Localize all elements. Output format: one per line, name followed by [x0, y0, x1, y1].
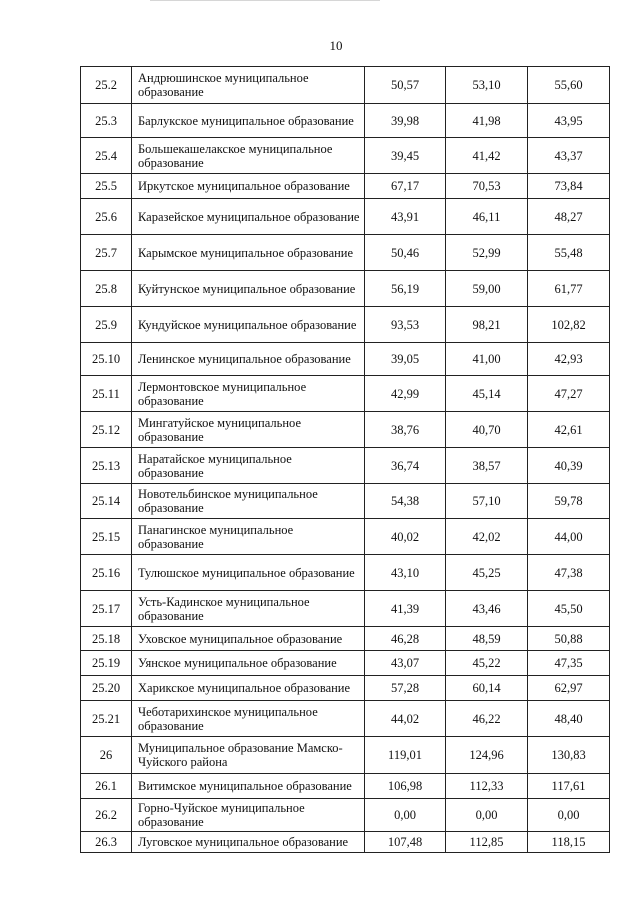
table-row [81, 199, 610, 235]
value-cell-3: 50,88 [528, 627, 610, 651]
municipality-name-cell: Усть-Кадинское муниципальное образование [132, 591, 365, 627]
municipality-name-cell: Мингатуйское муниципальное образование [132, 412, 365, 448]
value-cell-3: 48,27 [528, 199, 610, 235]
table-row [81, 701, 610, 737]
value-cell-3: 42,93 [528, 343, 610, 376]
row-number-cell: 25.18 [81, 627, 132, 651]
municipality-name-cell: Панагинское муниципальное образование [132, 519, 365, 555]
row-number-cell: 25.15 [81, 519, 132, 555]
value-cell-2: 60,14 [446, 676, 528, 701]
value-cell-2: 98,21 [446, 307, 528, 343]
row-number-cell: 25.17 [81, 591, 132, 627]
row-number-cell: 26.3 [81, 832, 132, 853]
value-cell-1: 44,02 [365, 701, 446, 737]
municipality-name-cell: Уянское муниципальное образование [132, 651, 365, 676]
value-cell-3: 62,97 [528, 676, 610, 701]
value-cell-2: 45,22 [446, 651, 528, 676]
table-row [81, 651, 610, 676]
value-cell-2: 41,42 [446, 138, 528, 174]
value-cell-2: 112,85 [446, 832, 528, 853]
value-cell-3: 47,38 [528, 555, 610, 591]
table-row [81, 376, 610, 412]
table-row [81, 448, 610, 484]
table-row [81, 591, 610, 627]
value-cell-3: 47,27 [528, 376, 610, 412]
municipality-name-cell: Андрюшинское муниципальное образование [132, 67, 365, 104]
value-cell-1: 54,38 [365, 484, 446, 519]
value-cell-2: 41,98 [446, 104, 528, 138]
row-number-cell: 25.16 [81, 555, 132, 591]
value-cell-1: 42,99 [365, 376, 446, 412]
row-number-cell: 25.4 [81, 138, 132, 174]
value-cell-2: 45,14 [446, 376, 528, 412]
municipality-name-cell: Барлукское муниципальное образование [132, 104, 365, 138]
value-cell-3: 61,77 [528, 271, 610, 307]
row-number-cell: 25.11 [81, 376, 132, 412]
row-number-cell: 25.10 [81, 343, 132, 376]
row-number-cell: 25.19 [81, 651, 132, 676]
value-cell-1: 56,19 [365, 271, 446, 307]
municipality-name-cell: Витимское муниципальное образование [132, 774, 365, 799]
municipality-name-cell: Муниципальное образование Мамско-Чуйского района [132, 737, 365, 774]
data-table [80, 66, 610, 853]
value-cell-3: 47,35 [528, 651, 610, 676]
value-cell-3: 55,60 [528, 67, 610, 104]
row-number-cell: 25.2 [81, 67, 132, 104]
value-cell-1: 50,46 [365, 235, 446, 271]
value-cell-1: 43,10 [365, 555, 446, 591]
value-cell-3: 45,50 [528, 591, 610, 627]
value-cell-1: 39,98 [365, 104, 446, 138]
value-cell-1: 43,91 [365, 199, 446, 235]
value-cell-1: 0,00 [365, 799, 446, 832]
value-cell-3: 0,00 [528, 799, 610, 832]
table-row [81, 555, 610, 591]
municipality-name-cell: Горно-Чуйское муниципальное образование [132, 799, 365, 832]
value-cell-1: 106,98 [365, 774, 446, 799]
value-cell-1: 39,05 [365, 343, 446, 376]
row-number-cell: 25.3 [81, 104, 132, 138]
value-cell-3: 130,83 [528, 737, 610, 774]
value-cell-1: 93,53 [365, 307, 446, 343]
municipality-name-cell: Ленинское муниципальное образование [132, 343, 365, 376]
municipality-name-cell: Харикское муниципальное образование [132, 676, 365, 701]
value-cell-2: 52,99 [446, 235, 528, 271]
value-cell-2: 42,02 [446, 519, 528, 555]
row-number-cell: 25.6 [81, 199, 132, 235]
municipality-name-cell: Тулюшское муниципальное образование [132, 555, 365, 591]
municipality-name-cell: Луговское муниципальное образование [132, 832, 365, 853]
table-row [81, 832, 610, 853]
municipality-name-cell: Куйтунское муниципальное образование [132, 271, 365, 307]
value-cell-2: 40,70 [446, 412, 528, 448]
table-row [81, 519, 610, 555]
value-cell-2: 53,10 [446, 67, 528, 104]
value-cell-1: 38,76 [365, 412, 446, 448]
value-cell-3: 40,39 [528, 448, 610, 484]
value-cell-1: 46,28 [365, 627, 446, 651]
row-number-cell: 25.20 [81, 676, 132, 701]
municipality-name-cell: Лермонтовское муниципальное образование [132, 376, 365, 412]
value-cell-1: 107,48 [365, 832, 446, 853]
value-cell-1: 40,02 [365, 519, 446, 555]
table-row [81, 774, 610, 799]
value-cell-1: 43,07 [365, 651, 446, 676]
value-cell-3: 73,84 [528, 174, 610, 199]
value-cell-1: 57,28 [365, 676, 446, 701]
row-number-cell: 25.12 [81, 412, 132, 448]
value-cell-2: 46,11 [446, 199, 528, 235]
municipality-name-cell: Чеботарихинское муниципальное образование [132, 701, 365, 737]
value-cell-2: 112,33 [446, 774, 528, 799]
table-row [81, 484, 610, 519]
value-cell-3: 48,40 [528, 701, 610, 737]
table-row [81, 799, 610, 832]
table-row [81, 307, 610, 343]
municipality-name-cell: Иркутское муниципальное образование [132, 174, 365, 199]
value-cell-2: 124,96 [446, 737, 528, 774]
value-cell-1: 119,01 [365, 737, 446, 774]
row-number-cell: 26.2 [81, 799, 132, 832]
municipality-name-cell: Карымское муниципальное образование [132, 235, 365, 271]
table-row [81, 174, 610, 199]
value-cell-3: 102,82 [528, 307, 610, 343]
value-cell-2: 46,22 [446, 701, 528, 737]
value-cell-1: 36,74 [365, 448, 446, 484]
table-row [81, 138, 610, 174]
value-cell-1: 50,57 [365, 67, 446, 104]
municipality-name-cell: Каразейское муниципальное образование [132, 199, 365, 235]
value-cell-3: 44,00 [528, 519, 610, 555]
value-cell-3: 43,37 [528, 138, 610, 174]
row-number-cell: 25.7 [81, 235, 132, 271]
value-cell-3: 118,15 [528, 832, 610, 853]
value-cell-2: 41,00 [446, 343, 528, 376]
value-cell-2: 59,00 [446, 271, 528, 307]
row-number-cell: 26 [81, 737, 132, 774]
value-cell-3: 117,61 [528, 774, 610, 799]
row-number-cell: 25.8 [81, 271, 132, 307]
table-row [81, 412, 610, 448]
row-number-cell: 25.14 [81, 484, 132, 519]
table-row [81, 737, 610, 774]
municipality-name-cell: Новотельбинское муниципальное образование [132, 484, 365, 519]
value-cell-2: 43,46 [446, 591, 528, 627]
table-row [81, 235, 610, 271]
table-row [81, 104, 610, 138]
row-number-cell: 25.21 [81, 701, 132, 737]
page-number: 10 [329, 38, 343, 53]
value-cell-3: 55,48 [528, 235, 610, 271]
value-cell-2: 38,57 [446, 448, 528, 484]
row-number-cell: 26.1 [81, 774, 132, 799]
table-row [81, 627, 610, 651]
municipality-name-cell: Уховское муниципальное образование [132, 627, 365, 651]
value-cell-1: 39,45 [365, 138, 446, 174]
row-number-cell: 25.9 [81, 307, 132, 343]
municipality-name-cell: Кундуйское муниципальное образование [132, 307, 365, 343]
value-cell-2: 57,10 [446, 484, 528, 519]
value-cell-1: 41,39 [365, 591, 446, 627]
value-cell-2: 45,25 [446, 555, 528, 591]
table-row [81, 676, 610, 701]
value-cell-2: 70,53 [446, 174, 528, 199]
scan-edge-mark [150, 0, 380, 4]
municipality-name-cell: Наратайское муниципальное образование [132, 448, 365, 484]
value-cell-3: 43,95 [528, 104, 610, 138]
table-row [81, 343, 610, 376]
value-cell-2: 0,00 [446, 799, 528, 832]
table-row [81, 67, 610, 104]
value-cell-3: 42,61 [528, 412, 610, 448]
value-cell-2: 48,59 [446, 627, 528, 651]
table-row [81, 271, 610, 307]
value-cell-3: 59,78 [528, 484, 610, 519]
row-number-cell: 25.13 [81, 448, 132, 484]
value-cell-1: 67,17 [365, 174, 446, 199]
row-number-cell: 25.5 [81, 174, 132, 199]
municipality-name-cell: Большекашелакское муниципальное образование [132, 138, 365, 174]
